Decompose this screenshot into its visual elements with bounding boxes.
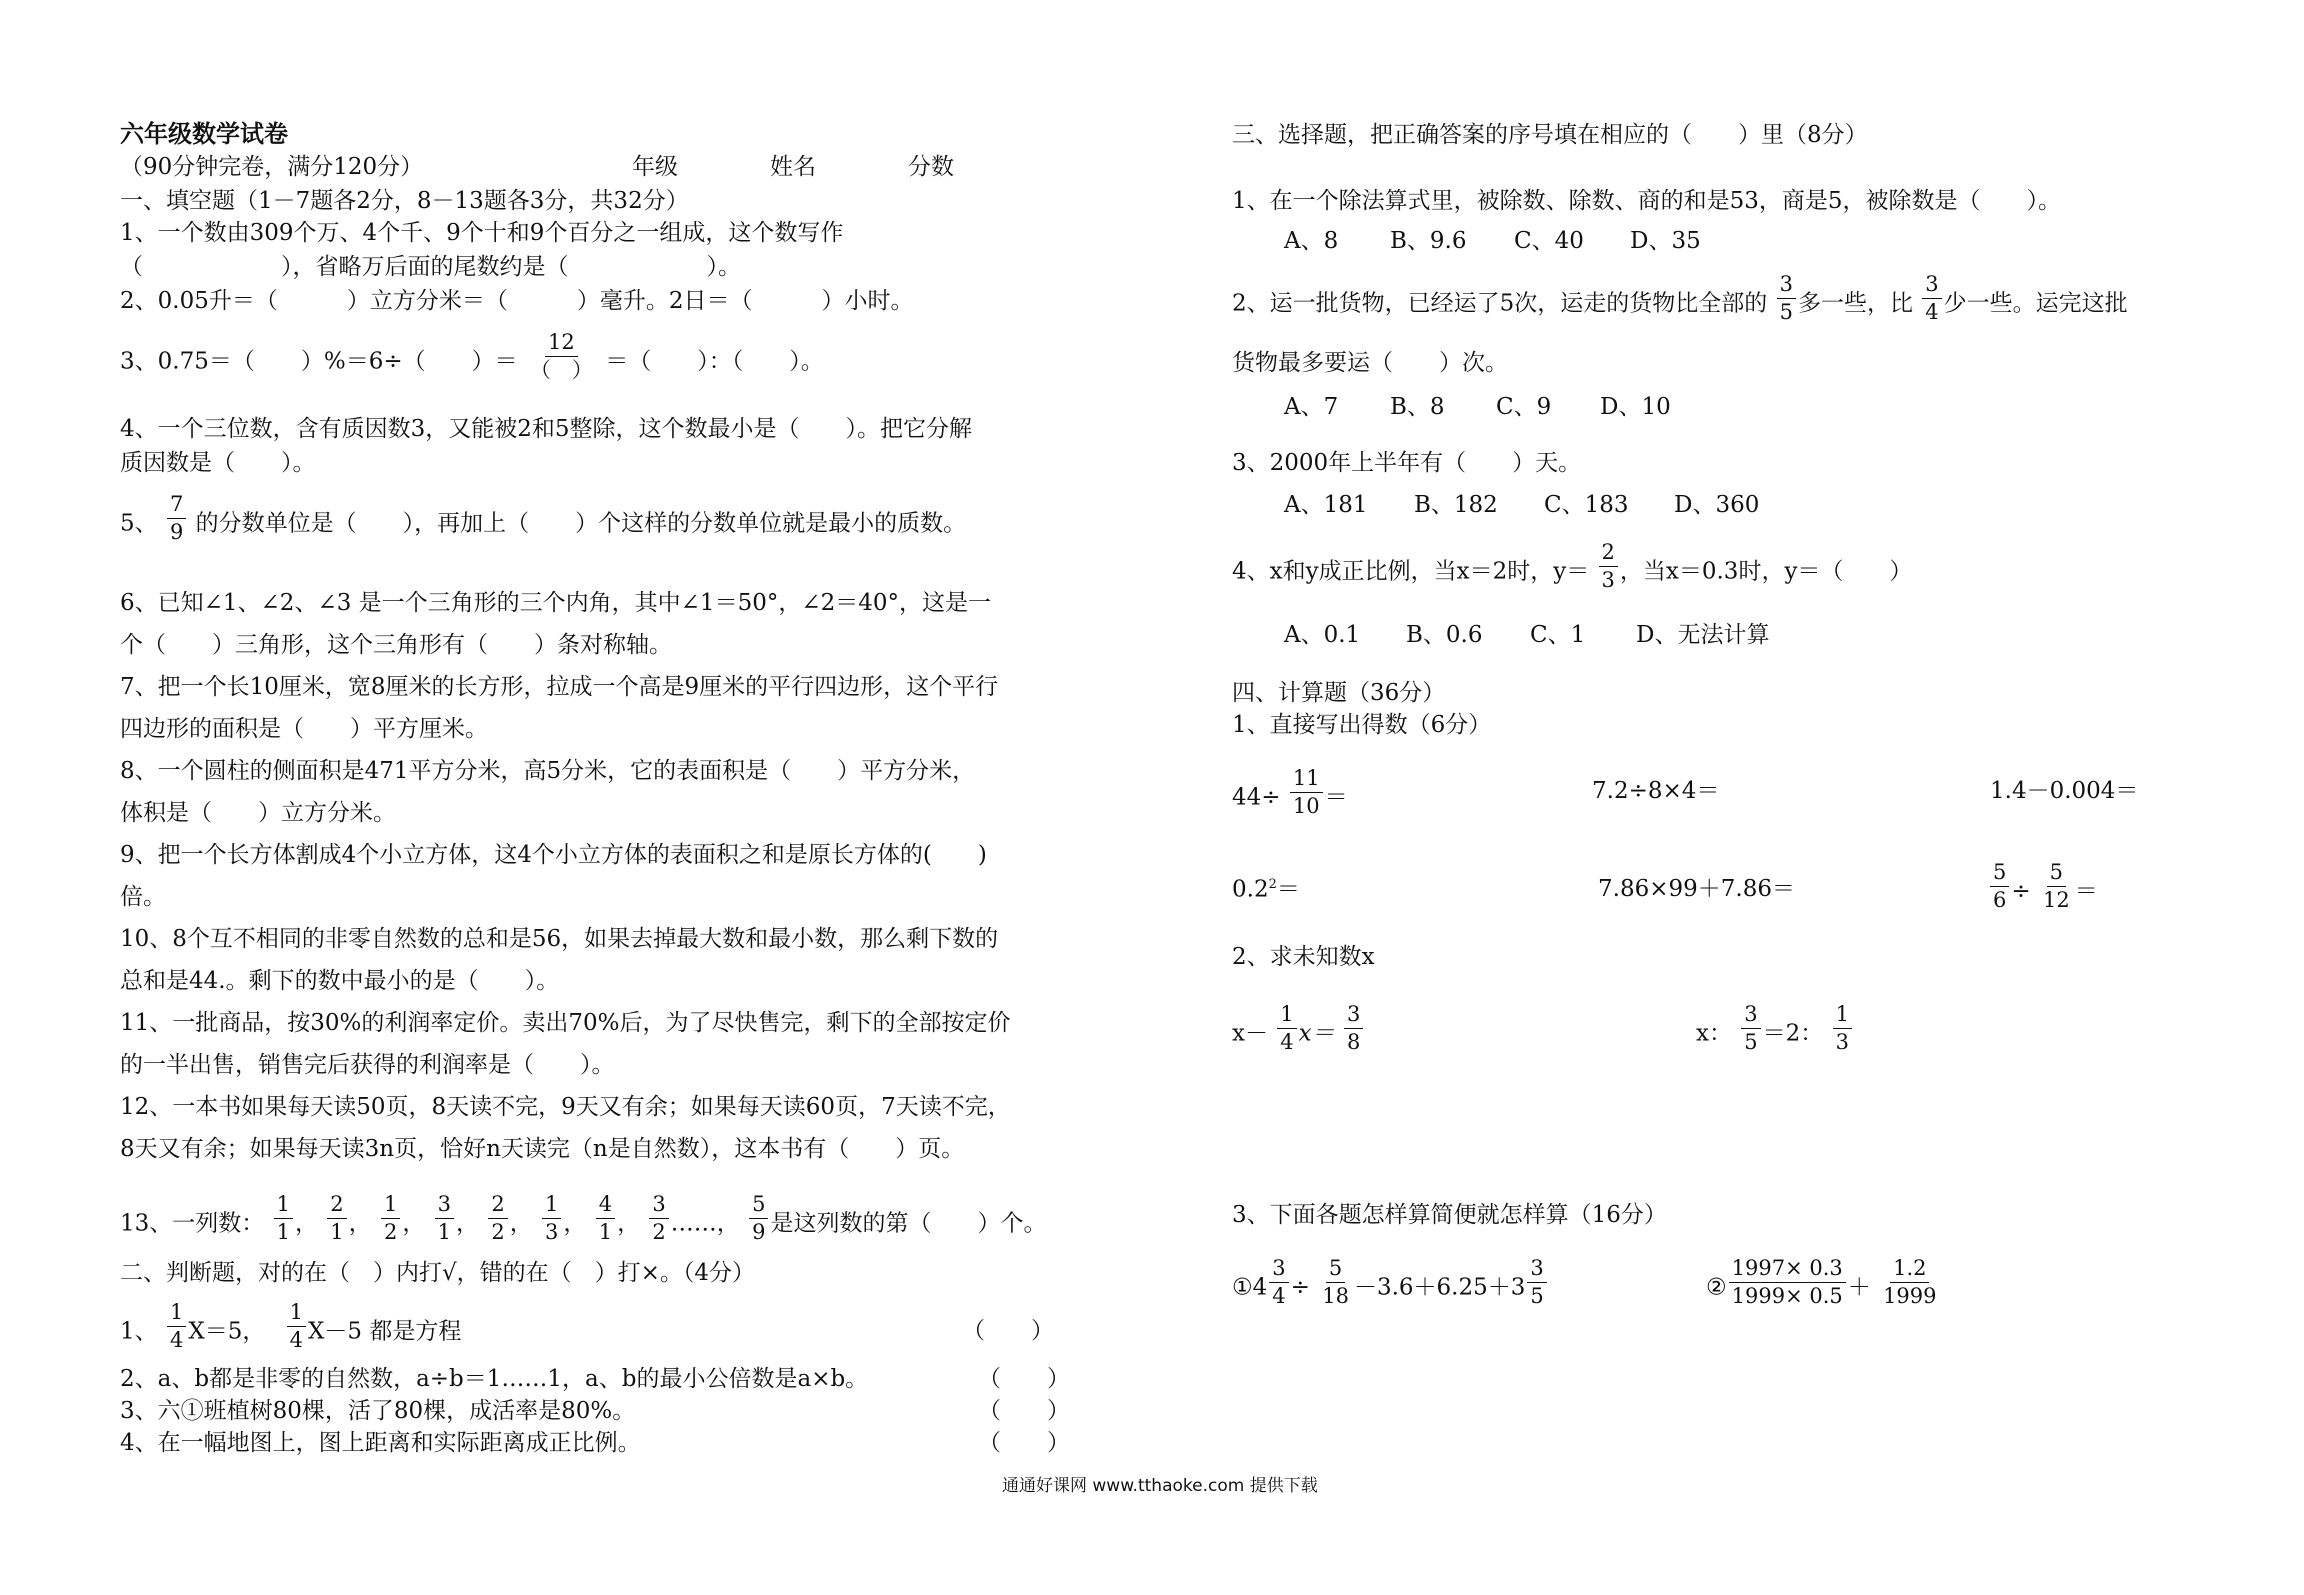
s4-sub1: 1、直接写出得数（6分） [1232, 712, 1492, 738]
fraction: $\frac{5}{18}$ [1322, 1256, 1349, 1308]
subtitle: （90分钟完卷，满分120分） [120, 154, 424, 180]
s1-q12-line1: 12、一本书如果每天读50页，8天读不完，9天又有余；如果每天读60页，7天读不完， [120, 1094, 1011, 1120]
answer-paren: （ ） [978, 1430, 1070, 1456]
fraction: $\frac{1}{2}$ [381, 1194, 400, 1243]
fraction: $\frac{1}{4}$ [167, 1302, 186, 1351]
s3-q3-option-c: C、183 [1544, 492, 1629, 518]
s3-q4: 4、x和y成正比例，当x＝2时，y＝ $\frac{2}{3}$ ，当x＝0.3时，y＝（ ） [1232, 540, 1913, 592]
grade-label: 年级 [632, 154, 678, 180]
page-title: 六年级数学试卷 [120, 119, 288, 148]
s1-q4-line1: 4、一个三位数，含有质因数3，又能被2和5整除，这个数最小是（ ）。把它分解 [120, 416, 973, 442]
fraction: $\frac{1}{1}$ [274, 1194, 293, 1243]
s2-q3: 3、六①班植树80棵，活了80棵，成活率是80%。 [120, 1398, 636, 1424]
s1-q8-line2: 体积是（ ）立方分米。 [120, 800, 396, 826]
fraction: $\frac{4}{1}$ [596, 1194, 615, 1243]
fraction: $\frac{2}{1}$ [327, 1194, 346, 1243]
s3-q3-option-b: B、182 [1414, 492, 1498, 518]
score-label: 分数 [908, 154, 954, 180]
s1-q5: 5、 $\frac{7}{9}$ 的分数单位是（ ），再加上（ ）个这样的分数单位就是最小的质数。 [120, 492, 967, 544]
s3-q2-option-a: A、7 [1284, 394, 1339, 420]
fraction: $\frac{7}{9}$ [167, 494, 186, 543]
s3-q2-option-d: D、10 [1600, 394, 1671, 420]
fraction: $\frac{1}{4}$ [287, 1302, 306, 1351]
fraction: $\frac{11}{10}$ [1290, 768, 1323, 817]
s3-q2-option-b: B、8 [1390, 394, 1445, 420]
calc-4: $0.2^2=$ [1232, 876, 1300, 903]
fraction: $\frac{3}{5}$ [1527, 1258, 1546, 1307]
s1-q11-line1: 11、一批商品，按30%的利润率定价。卖出70%后，为了尽快售完，剩下的全部按定价 [120, 1010, 1011, 1036]
fraction: $\frac{3}{1}$ [435, 1194, 454, 1243]
section-4-heading: 四、计算题（36分） [1232, 680, 1446, 706]
section-2-heading: 二、判断题，对的在（ ）内打√，错的在（ ）打×。（4分） [120, 1260, 756, 1286]
s3-q3-option-d: D、360 [1674, 492, 1760, 518]
s1-q10-line1: 10、8个互不相同的非零自然数的总和是56，如果去掉最大数和最小数，那么剩下数的 [120, 926, 999, 952]
s1-q6-line2: 个（ ）三角形，这个三角形有（ ）条对称轴。 [120, 632, 672, 658]
s1-q3: 3、0.75＝（ ）%＝6÷（ ）＝ 12 （ ） ＝（ ）：（ ）。 [120, 330, 824, 382]
s3-q1-option-c: C、40 [1514, 228, 1584, 254]
s1-q7-line2: 四边形的面积是（ ）平方厘米。 [120, 716, 488, 742]
s3-q1-option-d: D、35 [1630, 228, 1701, 254]
fraction: $\frac{3}{5}$ [1777, 274, 1796, 323]
s3-q4-option-a: A、0.1 [1284, 622, 1361, 648]
calc-3: 1.4－0.004＝ [1990, 778, 2139, 804]
s4-sub3: 3、下面各题怎样算简便就怎样算（16分） [1232, 1202, 1667, 1228]
footer-source: 通通好课网 www.tthaoke.com 提供下载 [1002, 1476, 1318, 1496]
section-3-heading: 三、选择题，把正确答案的序号填在相应的（ ）里（8分） [1232, 122, 1868, 148]
s3-q3-option-a: A、181 [1284, 492, 1368, 518]
fraction: $\frac{1997\times 0.3}{1999\times 0.5}$ [1729, 1258, 1846, 1307]
s1-q11-line2: 的一半出售，销售完后获得的利润率是（ ）。 [120, 1052, 615, 1078]
fraction: $\frac{3}{2}$ [649, 1194, 668, 1243]
fraction: $\frac{2}{3}$ [1599, 542, 1618, 591]
name-label: 姓名 [770, 154, 816, 180]
s2-q4: 4、在一幅地图上，图上距离和实际距离成正比例。 [120, 1430, 641, 1456]
fraction: $\frac{1}{3}$ [542, 1194, 561, 1243]
fraction: $\frac{1}{4}$ [1277, 1004, 1296, 1053]
s3-q1-option-b: B、9.6 [1390, 228, 1467, 254]
solve-1: x－ $\frac{1}{4}$ x＝ $\frac{3}{8}$ [1232, 1010, 1365, 1059]
s3-q2-option-c: C、9 [1496, 394, 1552, 420]
s1-q4-line2: 质因数是（ ）。 [120, 450, 316, 476]
s1-q6-line1: 6、已知∠1、∠2、∠3 是一个三角形的三个内角，其中∠1＝50°，∠2＝40°，这是一 [120, 590, 992, 616]
fraction: $\frac{5}{6}$ [1990, 862, 2009, 911]
fraction: $\frac{3}{5}$ [1741, 1004, 1760, 1053]
fraction: $\frac{5}{12}$ [2042, 860, 2070, 912]
calc-1: 44÷ $\frac{11}{10}$ ＝ [1232, 766, 1348, 818]
s3-q2-line1: 2、运一批货物，已经运了5次，运走的货物比全部的 $\frac{3}{5}$ 多一些，比 $\frac{3}{4}$ 少一些。运完这批 [1232, 272, 2128, 324]
s1-q9-line1: 9、把一个长方体割成4个小立方体，这4个小立方体的表面积之和是原长方体的( ) [120, 842, 987, 868]
simplify-2: ② $\frac{1997\times 0.3}{1999\times 0.5}$ ＋ $\frac{1.2}{1999}$ [1706, 1264, 1942, 1313]
s1-q12-line2: 8天又有余；如果每天读3n页，恰好n天读完（n是自然数），这本书有（ ）页。 [120, 1136, 965, 1162]
s3-q2-line2: 货物最多要运（ ）次。 [1232, 350, 1508, 376]
s3-q3: 3、2000年上半年有（ ）天。 [1232, 450, 1582, 476]
section-1-heading: 一、填空题（1－7题各2分，8－13题各3分，共32分） [120, 188, 689, 214]
s1-q10-line2: 总和是44.。剩下的数中最小的是（ ）。 [120, 968, 560, 994]
fraction: $\frac{1}{3}$ [1833, 1004, 1852, 1053]
fraction: $\frac{2}{2}$ [488, 1194, 507, 1243]
s1-q9-line2: 倍。 [120, 884, 166, 910]
s3-q1-option-a: A、8 [1284, 228, 1339, 254]
simplify-1: ①4 $\frac{3}{4}$ ÷ $\frac{5}{18}$ －3.6＋6.25＋3 $\frac{3}{5}$ [1232, 1264, 1549, 1313]
solve-2: x： $\frac{3}{5}$ ＝2： $\frac{1}{3}$ [1696, 1010, 1854, 1059]
s1-q1-line1: 1、一个数由309个万、4个千、9个十和9个百分之一组成，这个数写作 [120, 220, 844, 246]
s1-q7-line1: 7、把一个长10厘米，宽8厘米的长方形，拉成一个高是9厘米的平行四边形，这个平行 [120, 674, 999, 700]
s1-q13: 13、一列数： $\frac{1}{1}$ ， $\frac{2}{1}$ ， $\frac{1}{2}$ ， $\frac{3}{1}$ ， $\frac{2}{2}$ ， $\frac{1}{3}$ ， $\frac{4}{1}$ ， $\frac{3}{2}$ ……， $\frac{5}{9}$ 是这列数的第（ ）个。 [120, 1192, 1047, 1244]
s1-q1-line2: （ ），省略万后面的尾数约是（ ）。 [120, 254, 741, 280]
s4-sub2: 2、求未知数x [1232, 944, 1375, 970]
answer-paren: （ ） [978, 1366, 1070, 1392]
s1-q2: 2、0.05升＝（ ）立方分米＝（ ）毫升。2日＝（ ）小时。 [120, 288, 914, 314]
fraction: $\frac{1.2}{1999}$ [1883, 1256, 1937, 1308]
calc-6: $\frac{5}{6}$ ÷ $\frac{5}{12}$ ＝ [1988, 868, 2098, 917]
fraction: $\frac{3}{4}$ [1269, 1258, 1288, 1307]
s3-q4-option-c: C、1 [1530, 622, 1586, 648]
s2-q2: 2、a、b都是非零的自然数，a÷b＝1……1，a、b的最小公倍数是a×b。 [120, 1366, 869, 1392]
s3-q4-option-d: D、无法计算 [1636, 622, 1770, 648]
s1-q8-line1: 8、一个圆柱的侧面积是471平方分米，高5分米，它的表面积是（ ）平方分米， [120, 758, 976, 784]
fraction: $\frac{3}{8}$ [1344, 1004, 1363, 1053]
fraction: $\frac{3}{4}$ [1922, 274, 1941, 323]
fraction: 12 （ ） [529, 330, 593, 382]
answer-paren: （ ） [962, 1318, 1054, 1344]
calc-2: 7.2÷8×4＝ [1592, 778, 1720, 804]
answer-paren: （ ） [978, 1398, 1070, 1424]
s2-q1: 1、 $\frac{1}{4}$ X＝5， $\frac{1}{4}$ X－5 都是方程 [120, 1300, 462, 1352]
calc-5: 7.86×99＋7.86＝ [1598, 876, 1795, 902]
fraction: $\frac{5}{9}$ [749, 1194, 768, 1243]
s3-q1: 1、在一个除法算式里，被除数、除数、商的和是53，商是5，被除数是（ ）。 [1232, 188, 2062, 214]
s3-q4-option-b: B、0.6 [1406, 622, 1483, 648]
